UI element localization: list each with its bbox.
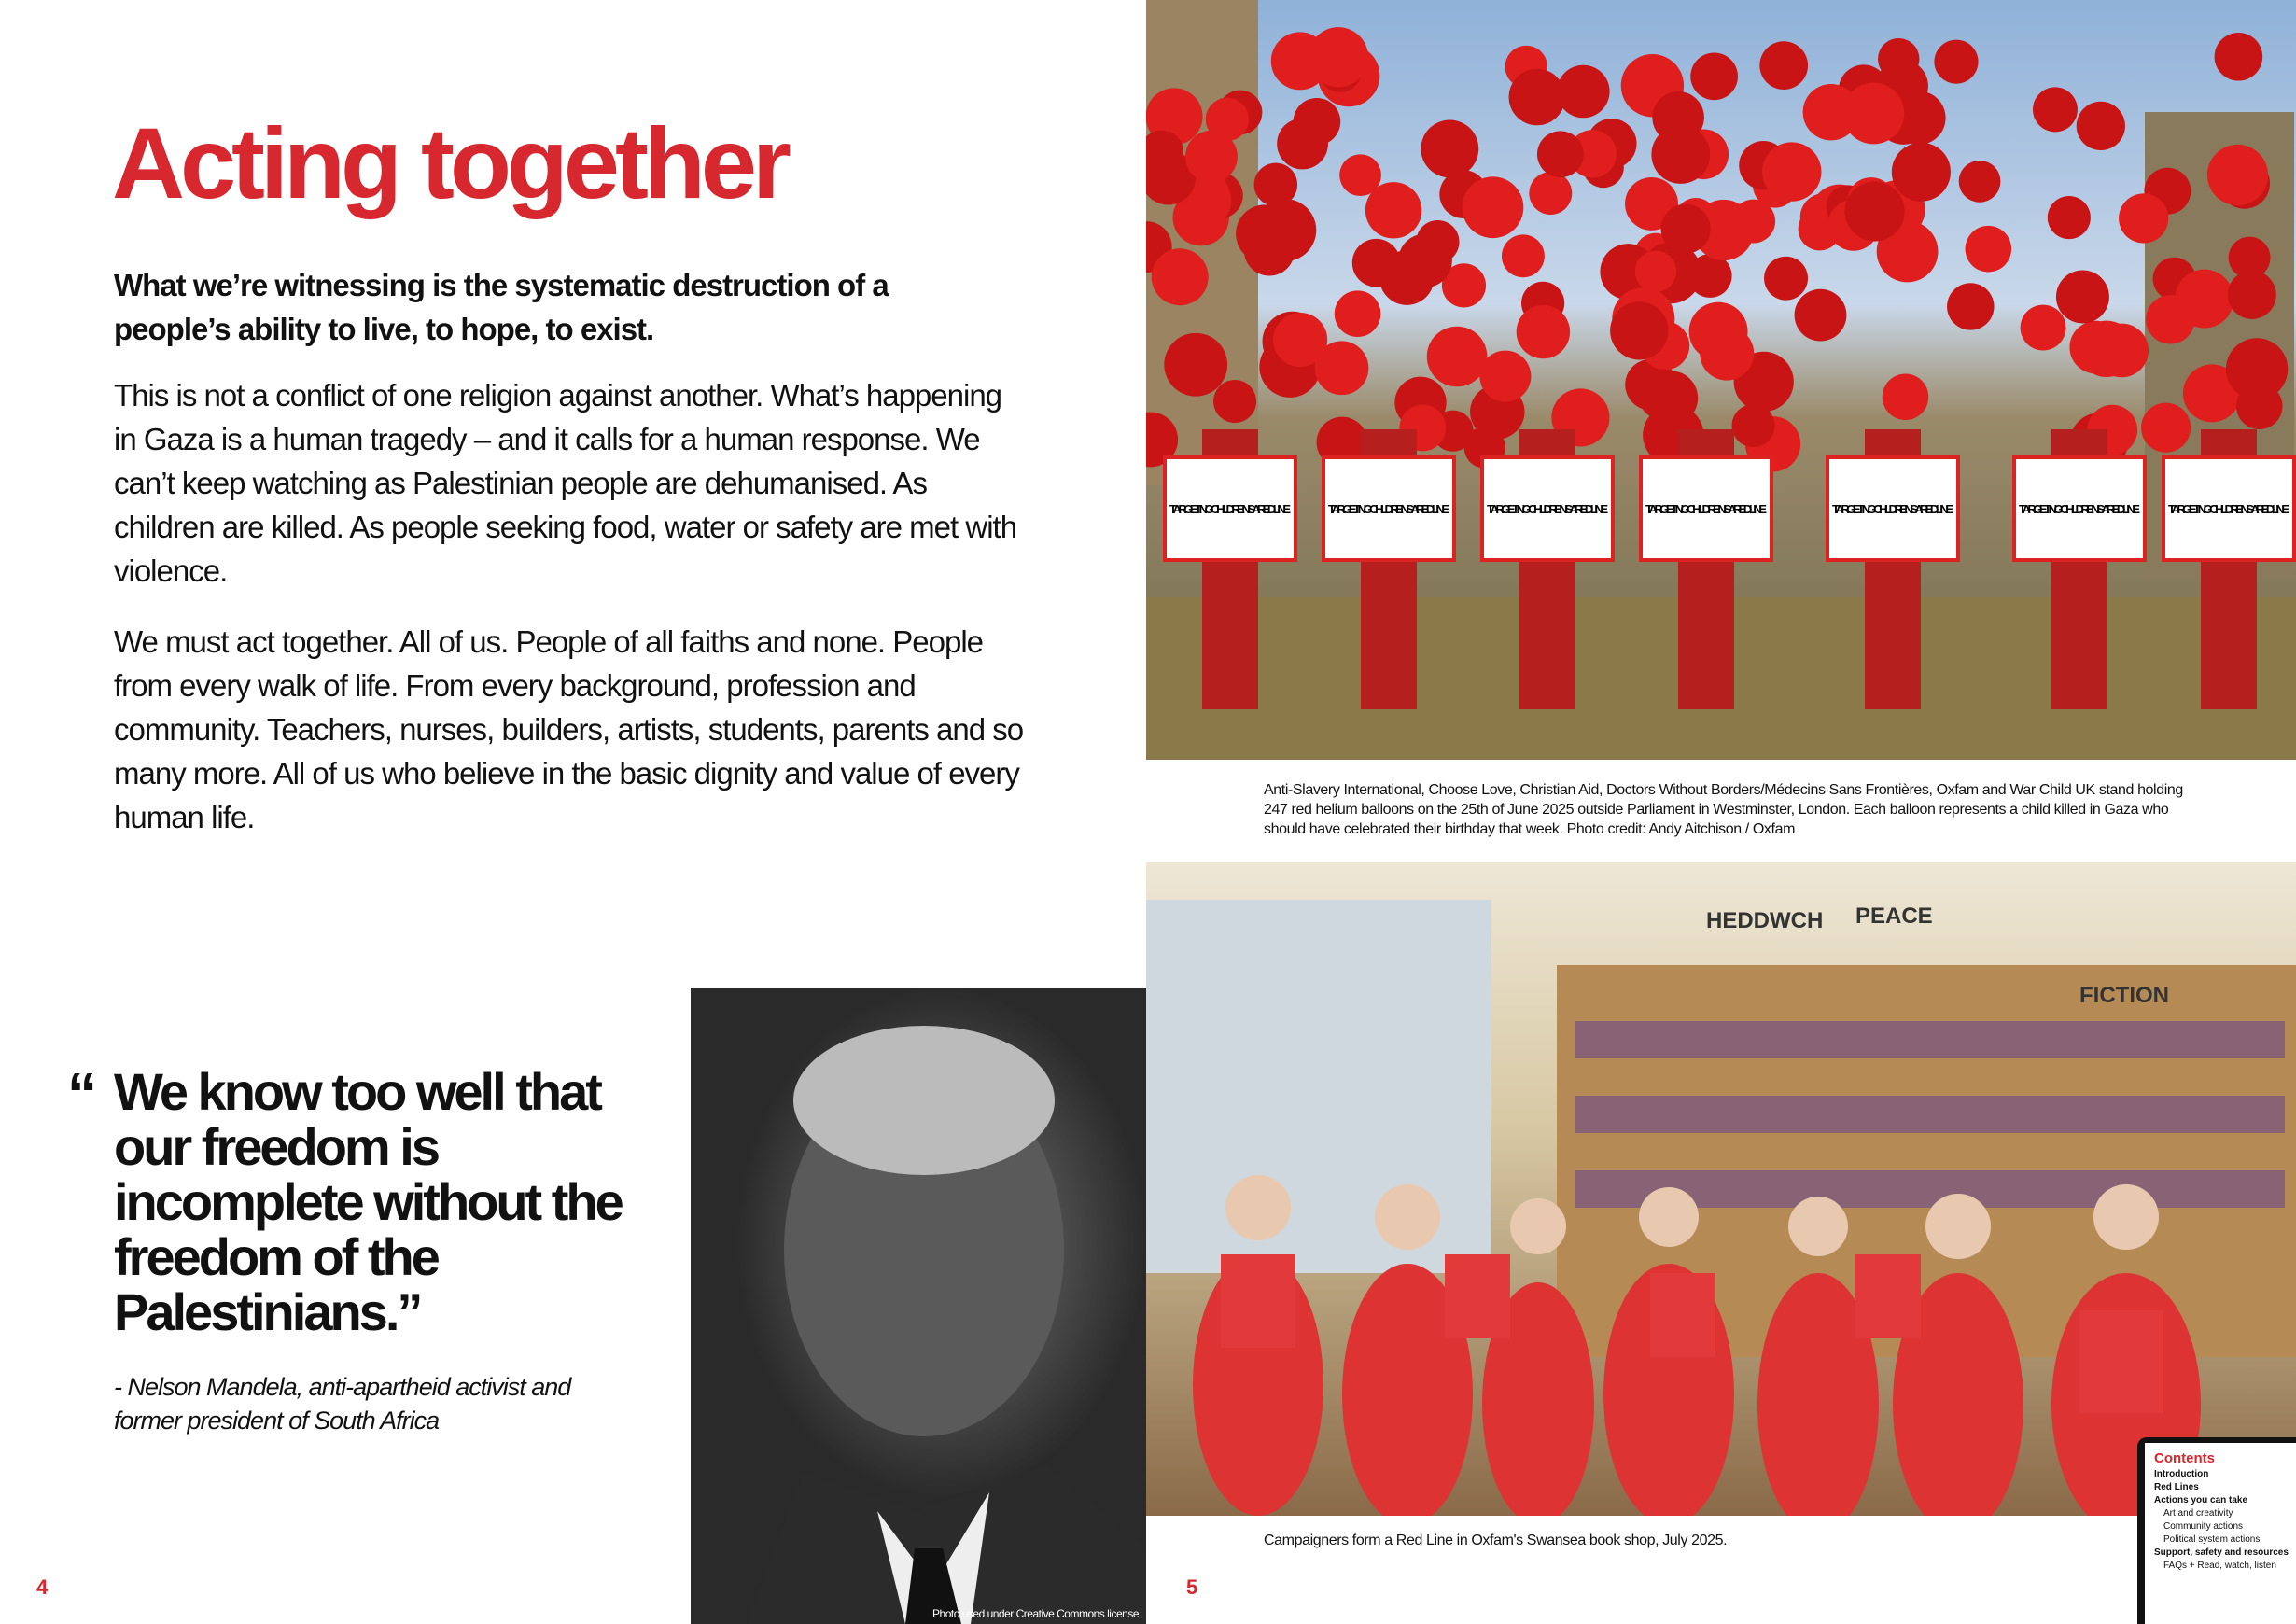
bookshop-photo — [1146, 862, 2296, 1516]
sign-text: TARGETING CHILDREN IS A RED LINE — [1487, 502, 1608, 516]
balloon — [1206, 98, 1249, 141]
contents-item: Political system actions — [2163, 1534, 2261, 1545]
balloon — [1651, 125, 1710, 184]
contents-item: Community actions — [2163, 1521, 2244, 1532]
sign-text: TARGETING CHILDREN IS A RED LINE — [1645, 502, 1767, 516]
balloon — [1764, 257, 1808, 301]
balloon — [1959, 161, 2001, 203]
balloon — [1842, 83, 1904, 145]
quote-attribution: - Nelson Mandela, anti-apartheid activist and former president of South Africa — [114, 1373, 571, 1435]
balloon — [2048, 196, 2091, 239]
balloon — [2215, 33, 2263, 81]
balloon — [1427, 327, 1488, 387]
balloon — [2033, 87, 2078, 132]
mandela-photo — [691, 988, 1146, 1624]
sign-text: TARGETING CHILDREN IS A RED LINE — [2168, 502, 2289, 516]
shop-sign-text: PEACE — [1855, 903, 1933, 929]
sign-text: TARGETING CHILDREN IS A RED LINE — [1169, 502, 1291, 516]
pull-quote: We know too well that our freedom is incomplete without the freedom of the Palestinians.” — [114, 1062, 622, 1341]
balloon — [1254, 163, 1297, 206]
balloon — [1517, 305, 1570, 358]
sign-text: TARGETING CHILDREN IS A RED LINE — [1328, 502, 1449, 516]
balloon — [2079, 321, 2135, 377]
contents-item: Red Lines — [2154, 1482, 2199, 1492]
balloon — [1934, 40, 1978, 84]
balloon — [1164, 333, 1227, 397]
sign-text: TARGETING CHILDREN IS A RED LINE — [2019, 502, 2140, 516]
balloon — [1690, 53, 1738, 101]
balloon — [1529, 172, 1572, 215]
contents-item: Art and creativity — [2163, 1508, 2233, 1519]
body-paragraph: This is not a conflict of one religion against another. What’s happening in Gaza is a human tragedy – and it calls for a human response. We can’t keep watching as Palestinian people are dehumanised. As children are killed. As people seeking food, water or safety are met with violence. — [114, 378, 1017, 588]
balloon — [1732, 404, 1775, 447]
balloon — [2056, 271, 2109, 324]
balloon — [2077, 102, 2125, 150]
balloon — [1759, 41, 1808, 90]
balloon — [1537, 131, 1584, 177]
page-number-right: 5 — [1186, 1575, 1198, 1599]
photo-caption: Campaigners form a Red Line in Oxfam's Swansea book shop, July 2025. — [1264, 1533, 1728, 1548]
balloons-protest-photo — [1146, 0, 2296, 760]
balloon — [1213, 380, 1256, 423]
balloon — [1502, 234, 1545, 277]
balloon — [1795, 289, 1847, 342]
balloon — [1610, 301, 1668, 359]
balloon — [1947, 283, 1994, 329]
balloon — [1845, 181, 1905, 241]
photo-caption: Anti-Slavery International, Choose Love, Christian Aid, Doctors Without Borders/Médecins Sans Frontières, Oxfam and War Child UK stand holding 247 red helium balloons on the 25th of June 2025 outside Parliament in Westminster, London. Each balloon represents a child killed in Gaza who should have celebrated their birthday that week. Photo credit: Andy Aitchison / Oxfam — [1264, 782, 2183, 837]
sign-text: TARGETING CHILDREN IS A RED LINE — [1832, 502, 1953, 516]
balloon — [1339, 154, 1381, 196]
balloon — [2207, 145, 2268, 205]
balloon — [1883, 373, 1929, 420]
contents-item: Introduction — [2154, 1469, 2209, 1479]
balloon — [1294, 98, 1341, 146]
contents-thumbnail[interactable] — [2137, 1437, 2296, 1624]
intro-text: What we’re witnessing is the systematic destruction of a people’s ability to live, to hope, to exist. — [114, 268, 889, 346]
contents-title: Contents — [2154, 1450, 2215, 1466]
balloon — [2119, 193, 2168, 243]
balloon — [2228, 271, 2276, 319]
page-number-left: 4 — [36, 1575, 49, 1599]
balloon — [1236, 204, 1294, 262]
balloon — [1463, 176, 1524, 238]
balloon — [1638, 370, 1689, 421]
balloon — [1509, 69, 1565, 125]
balloon — [2146, 295, 2195, 344]
balloon — [1892, 143, 1951, 202]
balloon — [2021, 305, 2066, 351]
balloon — [1416, 220, 1459, 263]
body-paragraph: We must act together. All of us. People of all faiths and none. People from every walk of life. From every background, profession and community. Teachers, nurses, builders, artists, students, parents and so many more. All of us who believe in the basic dignity and value of every human life. — [114, 624, 1024, 834]
balloon — [1152, 248, 1209, 305]
balloon — [1635, 251, 1676, 292]
photo-credit: Photo used under Creative Commons license — [932, 1607, 1139, 1620]
balloon — [2236, 384, 2282, 429]
balloon — [1878, 38, 1919, 79]
page-title: Acting together — [112, 106, 787, 219]
balloon — [1315, 341, 1369, 395]
shop-sign-text: FICTION — [2079, 983, 2169, 1008]
balloon — [1762, 142, 1821, 201]
balloon — [2141, 403, 2191, 453]
contents-item: Actions you can take — [2154, 1495, 2248, 1505]
shop-sign-text: HEDDWCH — [1706, 908, 1824, 933]
quote-mark: “ — [67, 1060, 97, 1127]
portrait-illustration — [691, 988, 1146, 1624]
bookshop-scene — [1146, 862, 2296, 1516]
balloons-scene — [1146, 0, 2296, 760]
balloon — [1335, 290, 1381, 337]
balloon — [1966, 226, 2012, 273]
contents-item: FAQs + Read, watch, listen — [2163, 1561, 2276, 1571]
balloon — [1421, 119, 1478, 177]
balloon — [1557, 65, 1609, 118]
balloon — [1700, 327, 1754, 381]
contents-item: Support, safety and resources — [2154, 1547, 2289, 1558]
balloon — [1479, 351, 1531, 402]
balloon — [1661, 204, 1711, 254]
balloon — [1271, 32, 1329, 90]
